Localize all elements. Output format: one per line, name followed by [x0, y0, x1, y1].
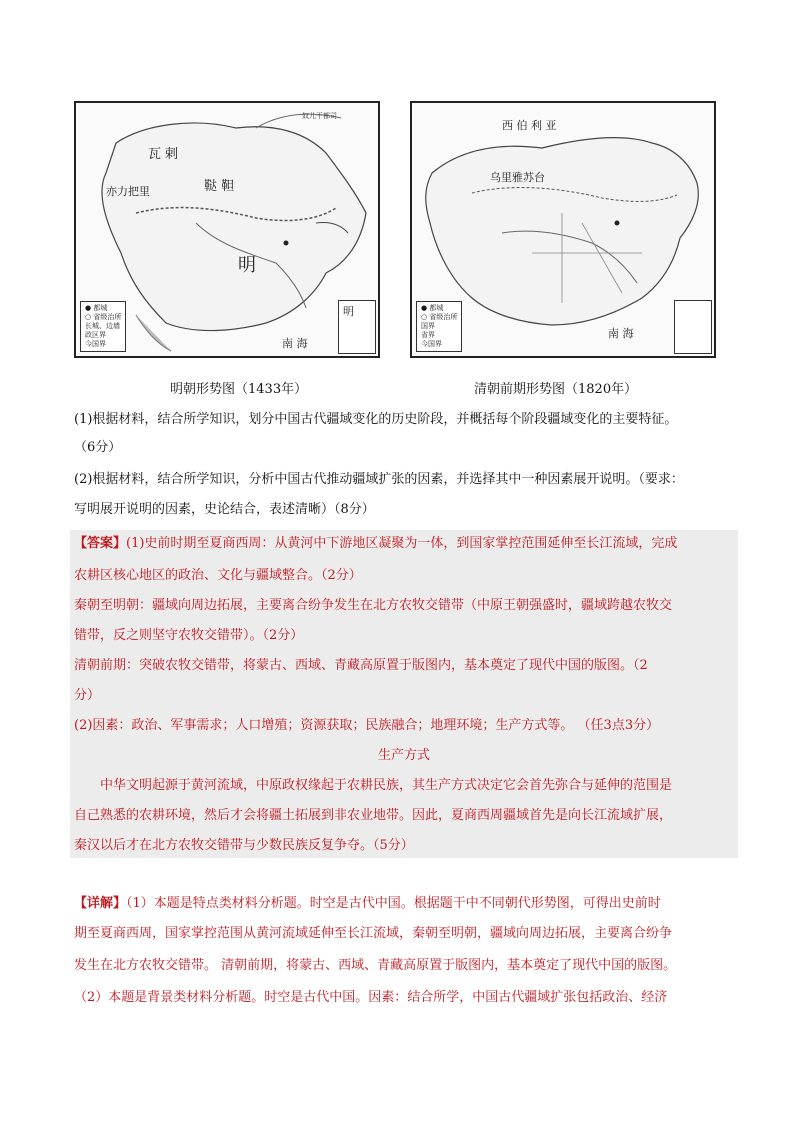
detail-text-1: （1）本题是特点类材料分析题。时空是古代中国。根据题干中不同朝代形势图，可得出史前时 — [126, 896, 661, 911]
answer-line-3: 秦朝至明朝：疆域向周边拓展，主要离合纷争发生在北方农牧交错带（中原王朝强盛时，疆域跨越农牧交 — [74, 598, 673, 613]
answer-tag: 【答案】 — [74, 536, 127, 551]
ming-legend-item: 长城、边墙 — [85, 322, 120, 330]
ming-map-caption: 明朝形势图（1433年） — [170, 382, 308, 397]
answer-line-2: 农耕区核心地区的政治、文化与疆域整合。（2分） — [74, 568, 362, 583]
question-2-line-2: 写明展开说明的因素，史论结合，表述清晰）（8分） — [74, 502, 375, 517]
detail-line-2: 期至夏商西周，国家掌控范围从黄河流域延伸至长江流域，秦朝至明朝，疆域向周边拓展，主要离合纷争 — [74, 926, 673, 941]
answer-heading: 生产方式 — [377, 748, 430, 763]
question-1-line-2: （6分） — [74, 440, 122, 455]
qing-legend — [416, 301, 462, 352]
qing-label-south-sea: 南 海 — [608, 327, 634, 340]
ming-label-nuergan: 奴儿干都司 — [302, 112, 337, 120]
answer-line-9: 中华文明起源于黄河流域，中原政权缘起于农耕民族，其生产方式决定它会首先弥合与延伸的范围是 — [100, 778, 673, 793]
qing-map — [410, 101, 716, 358]
answer-line-11: 秦汉以后才在北方农牧交错带与少数民族反复争夺。（5分） — [74, 838, 414, 853]
detail-tag: 【详解】 — [74, 896, 127, 911]
detail-line-3: 发生在北方农牧交错带。 清朝前期，将蒙古、西域、青藏高原置于版图内，基本奠定了现代中国的版图。 — [74, 958, 677, 973]
question-1-line-1: (1)根据材料，结合所学知识，划分中国古代疆域变化的历史阶段，并概括每个阶段疆域变化的主要特征。 — [74, 412, 678, 427]
ming-inset-map — [338, 300, 376, 354]
answer-line-4: 错带，反之则坚守农牧交错带）。（2分） — [74, 628, 304, 643]
ming-label-south-sea: 南 海 — [282, 337, 308, 350]
answer-line-6: 分） — [74, 688, 101, 703]
qing-legend-item: ● 都城 — [421, 304, 444, 312]
ming-label-wala: 瓦 剌 — [148, 147, 179, 162]
ming-label-ming: 明 — [238, 255, 256, 276]
answer-line-1 — [74, 530, 734, 558]
qing-legend-item: ○ 省级治所 — [421, 313, 458, 321]
answer-line-5: 清朝前期：突破农牧交错带，将蒙古、西域、青藏高原置于版图内，基本奠定了现代中国的版图。（2 — [74, 658, 648, 673]
ming-legend-item: 政区界 — [85, 331, 106, 339]
detail-line-4: （2）本题是背景类材料分析题。时空是古代中国。因素：结合所学，中国古代疆域扩张包括政治、经济 — [74, 990, 668, 1005]
ming-label-bieshibali: 亦力把里 — [106, 185, 150, 198]
qing-label-siberia: 西 伯 利 亚 — [502, 119, 557, 132]
qing-map-caption: 清朝前期形势图（1820年） — [474, 382, 638, 397]
qing-inset-map — [674, 300, 712, 354]
ming-label-dada: 鞑 靼 — [204, 179, 235, 194]
qing-legend-item: 省界 — [421, 331, 435, 339]
ming-legend-item: ○ 省级治所 — [85, 313, 122, 321]
ming-map — [74, 101, 380, 358]
qing-legend-item: 今国界 — [421, 340, 442, 348]
ming-legend-item: ● 都城 — [85, 304, 108, 312]
answer-text-1: (1)史前时期至夏商西周：从黄河中下游地区凝聚为一体，到国家掌控范围延伸至长江流域，完成 — [126, 536, 678, 551]
answer-line-7: (2)因素：政治、军事需求；人口增殖；资源获取；民族融合；地理环境；生产方式等。 （任3点3分） — [74, 718, 660, 733]
ming-legend — [80, 301, 126, 352]
detail-line-1 — [74, 890, 734, 918]
answer-line-10: 自己熟悉的农耕环境，然后才会将疆土拓展到非农业地带。因此，夏商西周疆域首先是向长江流域扩展， — [74, 808, 673, 823]
qing-label-wuliyasutai: 乌里雅苏台 — [490, 171, 545, 184]
qing-legend-item: 国界 — [421, 322, 435, 330]
ming-legend-item: 今国界 — [85, 340, 106, 348]
question-2-line-1: (2)根据材料，结合所学知识，分析中国古代推动疆域扩张的因素，并选择其中一种因素展开说明。（要求： — [74, 472, 684, 487]
ming-inset-label: 明 — [343, 305, 354, 318]
